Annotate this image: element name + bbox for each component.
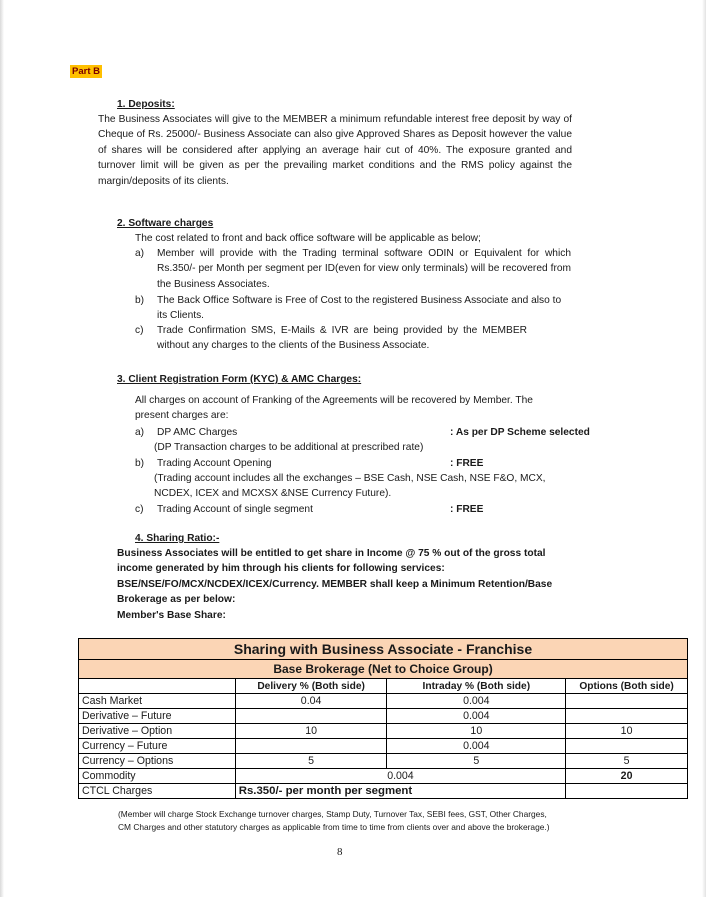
section2-b-text: The Back Office Software is Free of Cost to the registered Business Associate and also to its Clients. [157, 295, 562, 322]
page-number: 8 [337, 846, 343, 858]
row-delivery [235, 709, 387, 724]
row-delivery: 0.04 [235, 694, 387, 709]
row-label: CTCL Charges [79, 784, 236, 799]
section3-intro: All charges on account of Franking of the Agreements will be recovered by Member. The present charges are: [135, 395, 533, 422]
row-label: Currency – Options [79, 754, 236, 769]
row-delivery: 10 [235, 724, 387, 739]
row-options [566, 709, 688, 724]
table-header-row [79, 679, 688, 694]
section1-heading: 1. Deposits: [117, 99, 175, 110]
table-row [79, 754, 688, 769]
section2-heading: 2. Software charges [117, 218, 214, 229]
row-label: Derivative – Option [79, 724, 236, 739]
page-edge-left [0, 0, 4, 897]
row-options [566, 739, 688, 754]
row-label: Commodity [79, 769, 236, 784]
section4-body-text: Business Associates will be entitled to get share in Income @ 75 % out of the gross total income generated by him through his clients for following services: BSE/NSE/FO/MCX/NCDEX/ICEX/Currency. MEMBER shall keep a Minimum Retention/Base Brokerage as per below: [117, 548, 553, 606]
header-blank [79, 679, 236, 694]
section3-b-marker: b) [135, 458, 145, 469]
table-row [79, 784, 688, 799]
brokerage-table [78, 638, 688, 799]
section2-b-marker: b) [135, 295, 145, 306]
section3-c-marker: c) [135, 504, 144, 515]
row-label: Currency – Future [79, 739, 236, 754]
row-options [566, 694, 688, 709]
section3-c-value: : FREE [450, 504, 484, 515]
section3-c-text: Trading Account of single segment [157, 504, 313, 515]
row-intraday: 10 [387, 724, 566, 739]
header-delivery: Delivery % (Both side) [235, 679, 387, 694]
row-options: 5 [566, 754, 688, 769]
row-intraday: 0.004 [387, 694, 566, 709]
section3-b-text: Trading Account Opening [157, 458, 272, 469]
table-subtitle: Base Brokerage (Net to Choice Group) [79, 660, 688, 679]
table-row [79, 709, 688, 724]
row-options: 10 [566, 724, 688, 739]
section4-heading: 4. Sharing Ratio:- [135, 533, 220, 544]
row-options: 20 [566, 769, 688, 784]
row-intraday: 0.004 [387, 709, 566, 724]
row-options [566, 784, 688, 799]
section2-intro: The cost related to front and back office software will be applicable as below; [135, 233, 481, 244]
row-label: Derivative – Future [79, 709, 236, 724]
header-intraday: Intraday % (Both side) [387, 679, 566, 694]
section4-body [117, 546, 563, 623]
row-label: Cash Market [79, 694, 236, 709]
section3-heading: 3. Client Registration Form (KYC) & AMC Charges: [117, 374, 362, 385]
row-delivery [235, 739, 387, 754]
footnote: (Member will charge Stock Exchange turnover charges, Stamp Duty, Turnover Tax, SEBI fees, GST, Other Charges, CM Charges and other statutory charges as applicable from time to time from clients over and above the brokerage.) [118, 809, 550, 832]
table-row [79, 739, 688, 754]
section3-b-value: : FREE [450, 458, 484, 469]
row-intraday: 5 [387, 754, 566, 769]
section3-b-note: (Trading account includes all the exchanges – BSE Cash, NSE Cash, NSE F&O, MCX, NCDEX, ICEX and MCXSX &NSE Currency Future). [154, 473, 546, 500]
section3-a-marker: a) [135, 427, 145, 438]
header-options: Options (Both side) [566, 679, 688, 694]
section3-a-note: (DP Transaction charges to be additional at prescribed rate) [154, 442, 424, 453]
table-title-row [79, 639, 688, 660]
section2-a-text: Member will provide with the Trading terminal software ODIN or Equivalent for which Rs.350/- per Month per segment per ID(even for view only terminals) will be recovered from the Business Associates. [157, 248, 571, 290]
table-row [79, 694, 688, 709]
section4-base-share-label: Member's Base Share: [117, 609, 226, 621]
row-merged-value: 0.004 [235, 769, 565, 784]
section2-c-text: Trade Confirmation SMS, E-Mails & IVR are being provided by the MEMBER without any charges to the clients of the Business Associate. [157, 325, 527, 352]
table-row [79, 724, 688, 739]
page-edge-right [702, 0, 706, 897]
section2-a-marker: a) [135, 248, 145, 259]
section1-body: The Business Associates will give to the MEMBER a minimum refundable interest free deposit by way of Cheque of Rs. 25000/- Business Associate can also give Approved Shares as Deposit however the value of shares will be considered after applying an average hair cut of 40%. The exposure granted and turnover limit will be given as per the prevailing market conditions and the RMS policy against the margin/deposits of its clients. [98, 114, 572, 187]
section2-c-marker: c) [135, 325, 144, 336]
row-intraday: 0.004 [387, 739, 566, 754]
section3-a-text: DP AMC Charges [157, 427, 238, 438]
table-title: Sharing with Business Associate - Franchise [79, 639, 688, 660]
part-label: Part B [72, 66, 100, 77]
table-subtitle-row [79, 660, 688, 679]
row-merged-value: Rs.350/- per month per segment [235, 784, 565, 799]
table-row [79, 769, 688, 784]
row-delivery: 5 [235, 754, 387, 769]
section3-a-value: : As per DP Scheme selected [450, 427, 590, 438]
